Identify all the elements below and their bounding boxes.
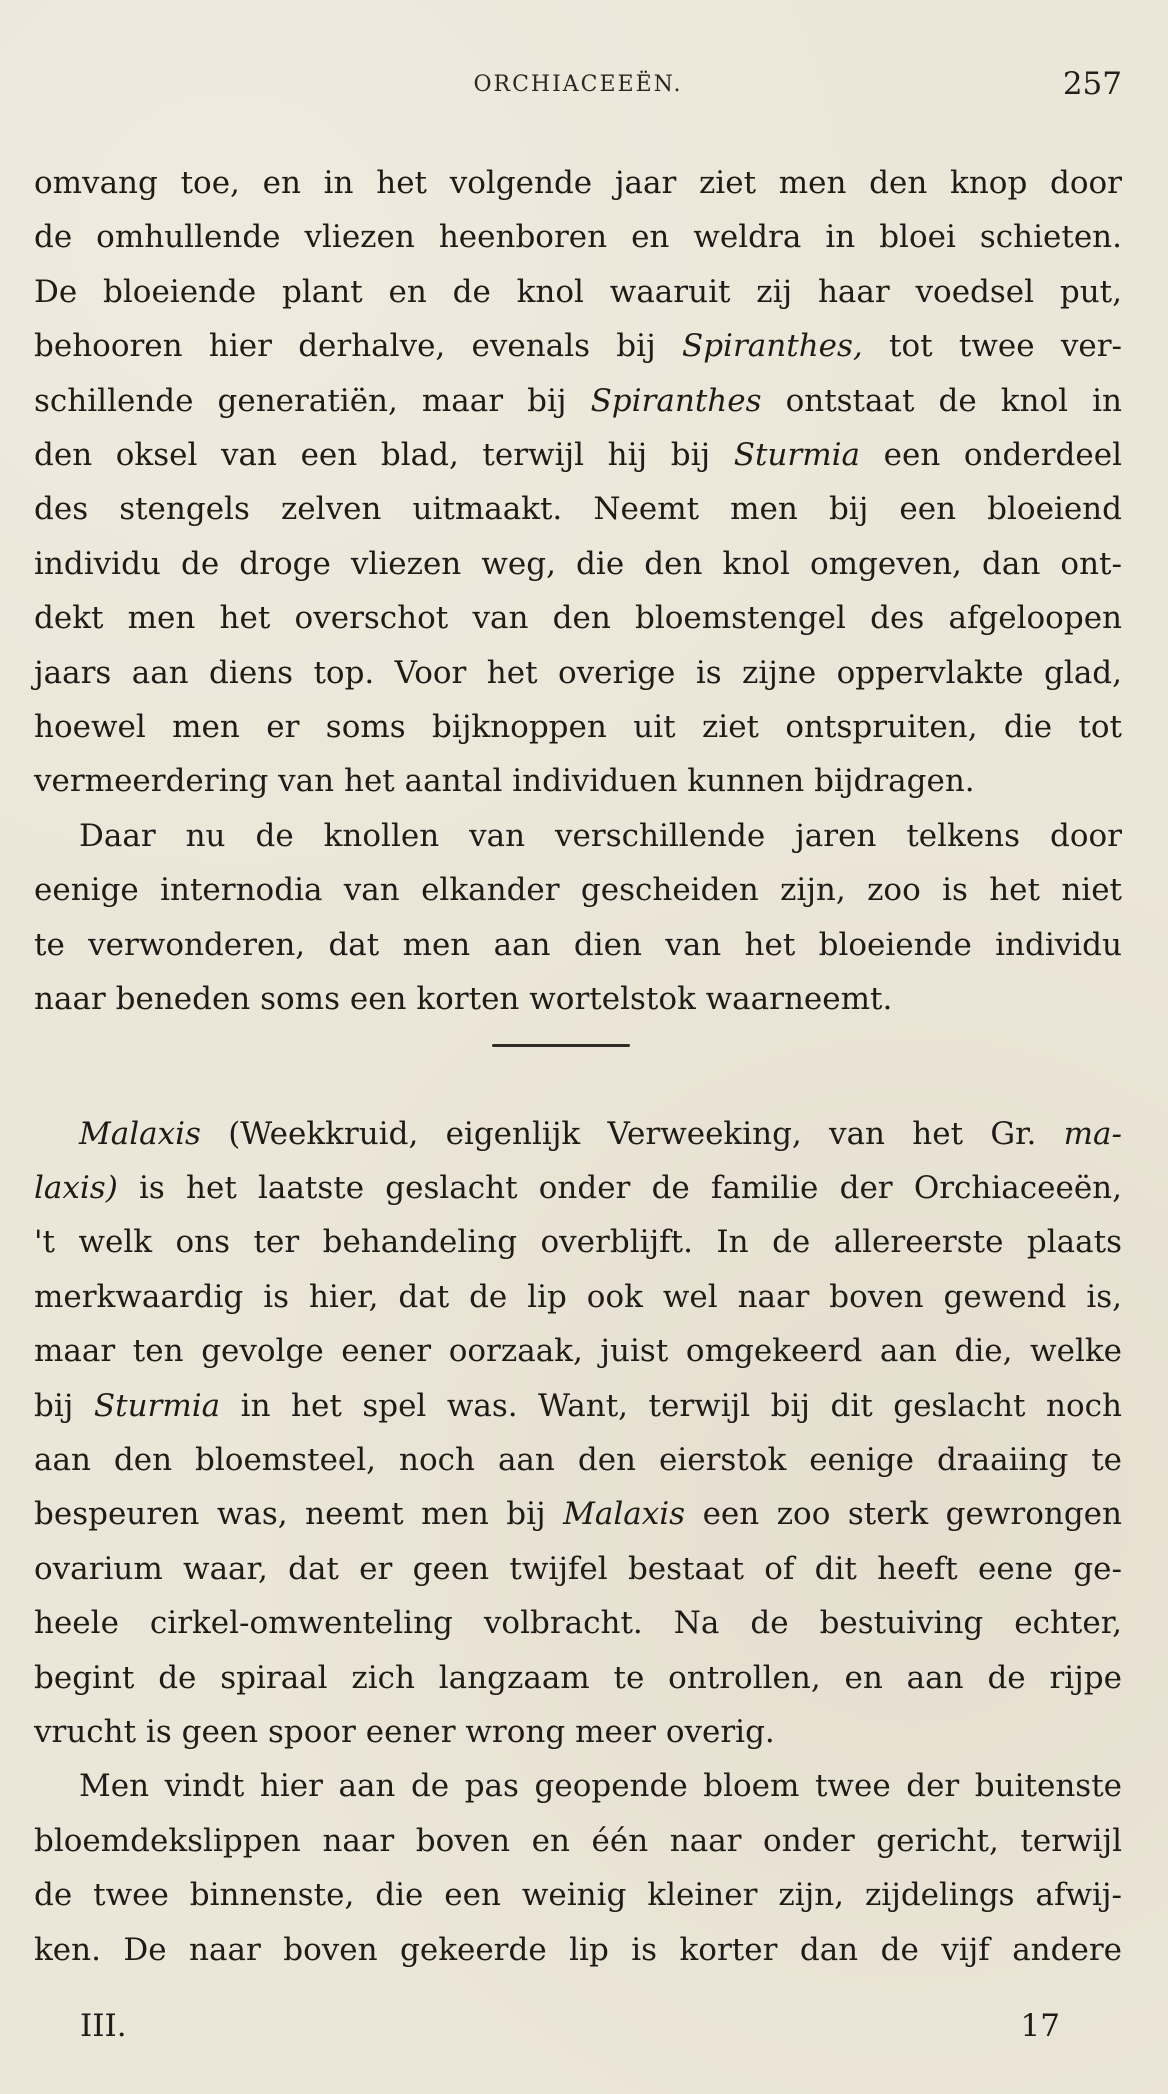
text-line xyxy=(34,1868,1122,1922)
text-line xyxy=(34,1596,1122,1650)
text-segment: vrucht is geen spoor eener wrong meer overig. xyxy=(34,1713,775,1750)
text-segment: de omhullende vliezen heenboren en weldra in bloei schieten. xyxy=(34,219,1122,256)
text-segment: Daar nu de knollen van verschillende jaren telkens door xyxy=(79,817,1122,854)
text-line xyxy=(34,428,1122,482)
paragraph-3 xyxy=(34,1107,1122,1760)
italic-term: Malaxis xyxy=(563,1496,686,1533)
text-line xyxy=(34,1651,1122,1705)
text-segment: aan den bloemsteel, noch aan den eierstok eenige draaiing te xyxy=(34,1441,1122,1478)
text-line xyxy=(34,809,1122,863)
running-head: ORCHIACEEËN. xyxy=(473,72,683,97)
page-header xyxy=(34,66,1122,122)
text-line xyxy=(34,646,1122,700)
italic-term: Spiranthes xyxy=(590,382,762,419)
text-segment: behooren hier derhalve, evenals bij xyxy=(34,328,682,365)
text-segment: bloemdekslippen naar boven en één naar onder gericht, terwijl xyxy=(34,1822,1122,1859)
text-segment: in het spel was. Want, terwijl bij dit geslacht noch xyxy=(220,1387,1122,1424)
text-segment: ovarium waar, dat er geen twijfel bestaat of dit heeft eene ge- xyxy=(34,1550,1122,1587)
text-segment: heele cirkel-omwenteling volbracht. Na de bestuiving echter, xyxy=(34,1605,1122,1642)
text-line xyxy=(34,1270,1122,1324)
text-segment: maar ten gevolge eener oorzaak, juist omgekeerd aan die, welke xyxy=(34,1333,1122,1370)
text-segment: 't welk ons ter behandeling overblijft. In de allereerste plaats xyxy=(34,1224,1122,1261)
text-segment: jaars aan diens top. Voor het overige is zijne oppervlakte glad, xyxy=(34,654,1122,691)
text-segment: een zoo sterk gewrongen xyxy=(685,1496,1122,1533)
text-line xyxy=(34,1487,1122,1541)
page-number: 257 xyxy=(1062,66,1122,102)
text-segment: omvang toe, en in het volgende jaar ziet men den knop door xyxy=(34,165,1122,201)
text-line xyxy=(34,1542,1122,1596)
text-line xyxy=(34,156,1122,210)
text-segment: eenige internodia van elkander gescheiden zijn, zoo is het niet xyxy=(34,872,1122,909)
text-segment: ken. De naar boven gekeerde lip is korter dan de vijf andere xyxy=(34,1931,1122,1968)
paragraph-4 xyxy=(34,1759,1122,1977)
paragraph-2 xyxy=(34,809,1122,1027)
text-line xyxy=(34,1705,1122,1759)
text-line xyxy=(34,1814,1122,1868)
text-segment: tot twee ver- xyxy=(862,328,1123,365)
section-divider xyxy=(34,1027,1122,1101)
text-segment: (Weekkruid, eigenlijk Verweeking, van het Gr. xyxy=(200,1115,1064,1152)
text-line xyxy=(34,754,1122,808)
italic-term: Spiranthes, xyxy=(681,328,863,365)
text-segment: naar beneden soms een korten wortelstok waarneemt. xyxy=(34,981,893,1018)
signature-mark-right: 17 xyxy=(1020,2008,1060,2044)
text-segment: bespeuren was, neemt men bij xyxy=(34,1496,564,1533)
text-segment: de twee binnenste, die een weinig kleiner zijn, zijdelings afwij- xyxy=(34,1877,1122,1914)
text-line xyxy=(34,1923,1122,1977)
text-segment: een onderdeel xyxy=(860,437,1122,474)
text-segment: hoewel men er soms bijknoppen uit ziet ontspruiten, die tot xyxy=(34,709,1122,746)
text-segment: ontstaat de knol in xyxy=(761,382,1122,419)
text-segment: Men vindt hier aan de pas geopende bloem twee der buitenste xyxy=(79,1768,1122,1805)
italic-term: Malaxis xyxy=(79,1115,201,1152)
text-segment: begint de spiraal zich langzaam te ontrollen, en aan de rijpe xyxy=(34,1659,1122,1696)
text-segment: vermeerdering van het aantal individuen kunnen bijdragen. xyxy=(34,763,975,800)
text-segment: te verwonderen, dat men aan dien van het bloeiende individu xyxy=(34,926,1122,963)
text-line xyxy=(34,482,1122,536)
text-segment: bij xyxy=(34,1387,94,1424)
text-line xyxy=(34,700,1122,754)
text-line xyxy=(34,918,1122,972)
text-line xyxy=(34,1161,1122,1215)
text-line xyxy=(34,265,1122,319)
text-segment: den oksel van een blad, terwijl hij bij xyxy=(34,437,734,474)
signature-mark-left: III. xyxy=(80,2008,127,2044)
paragraph-1 xyxy=(34,156,1122,809)
text-line xyxy=(34,1759,1122,1813)
main-text xyxy=(34,156,1122,1977)
text-segment: schillende generatiën, maar bij xyxy=(34,382,591,419)
page-footer xyxy=(80,2008,1060,2048)
text-line xyxy=(34,1379,1122,1433)
text-line xyxy=(34,863,1122,917)
text-line xyxy=(34,1107,1122,1161)
italic-term: Sturmia xyxy=(733,437,861,474)
text-segment: merkwaardig is hier, dat de lip ook wel naar boven gewend is, xyxy=(34,1278,1122,1315)
italic-term: Sturmia xyxy=(93,1387,221,1424)
text-line xyxy=(34,210,1122,264)
italic-term: ma- xyxy=(1063,1115,1122,1152)
text-segment: De bloeiende plant en de knol waaruit zij haar voedsel put, xyxy=(34,273,1122,310)
text-segment: dekt men het overschot van den bloemstengel des afgeloopen xyxy=(34,600,1122,637)
text-segment: des stengels zelven uitmaakt. Neemt men bij een bloeiend xyxy=(34,491,1122,528)
text-segment: is het laatste geslacht onder de familie der Orchiaceeën, xyxy=(117,1169,1122,1206)
text-line xyxy=(34,1433,1122,1487)
text-line xyxy=(34,591,1122,645)
text-line xyxy=(34,972,1122,1026)
text-line xyxy=(34,537,1122,591)
text-line xyxy=(34,374,1122,428)
text-line xyxy=(34,1215,1122,1269)
text-line xyxy=(34,319,1122,373)
italic-term: laxis) xyxy=(34,1169,118,1206)
text-segment: individu de droge vliezen weg, die den knol omgeven, dan ont- xyxy=(34,545,1122,582)
text-line xyxy=(34,1324,1122,1378)
horizontal-rule xyxy=(492,1044,630,1047)
